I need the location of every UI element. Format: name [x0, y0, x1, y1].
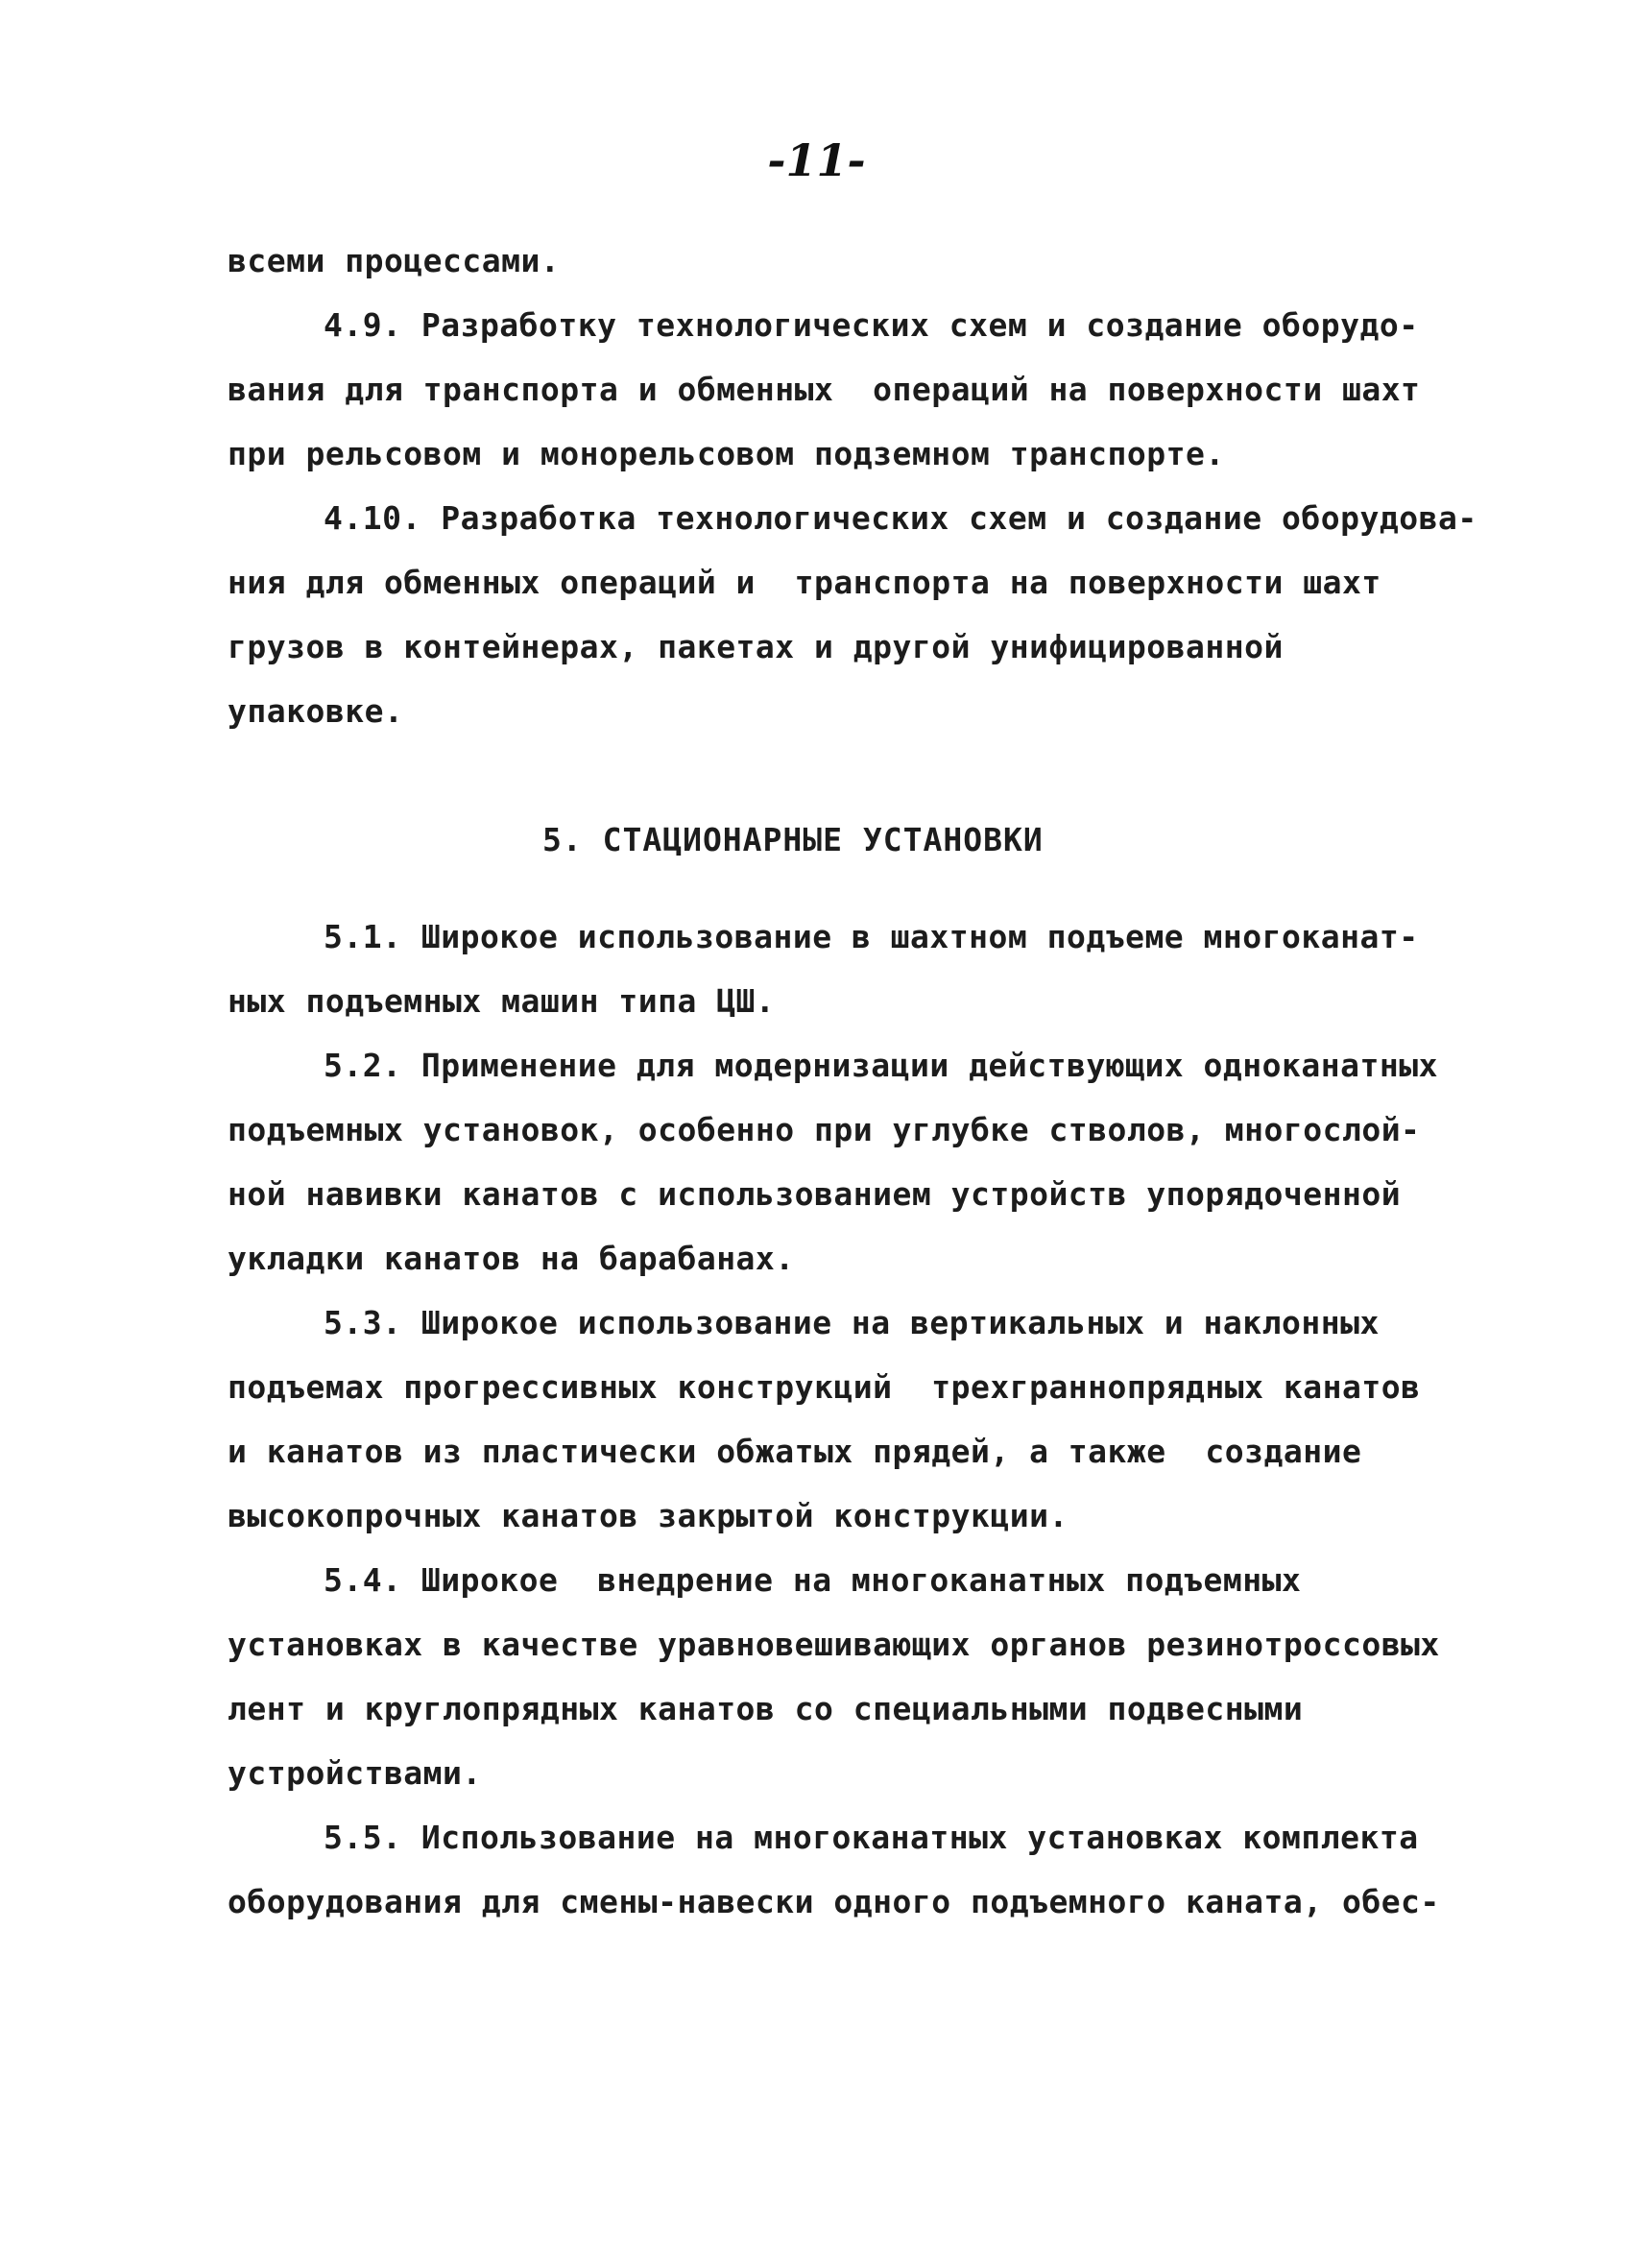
text-line: ных подъемных машин типа ЦШ.	[228, 982, 776, 1020]
text-line: 4.9. Разработку технологических схем и создание оборудо-	[324, 306, 1419, 344]
text-line: 5.4. Широкое внедрение на многоканатных подъемных	[324, 1561, 1302, 1599]
text-line: 5.5. Использование на многоканатных установках комплекта	[324, 1819, 1419, 1856]
text-line: ния для обменных операций и транспорта на поверхности шахт	[228, 564, 1381, 601]
text-line: подъемных установок, особенно при углубке стволов, многослой-	[228, 1111, 1421, 1148]
text-line: оборудования для смены-навески одного подъемного каната, обес-	[228, 1883, 1440, 1920]
text-line: всеми процессами.	[228, 242, 561, 279]
page-number: -11-	[767, 134, 866, 186]
text-line: установках в качестве уравновешивающих органов резинотроссовых	[228, 1626, 1440, 1663]
text-line: вания для транспорта и обменных операций на поверхности шахт	[228, 371, 1421, 408]
text-line: 5.2. Применение для модернизации действующих одноканатных	[324, 1047, 1438, 1084]
text-line: и канатов из пластически обжатых прядей, а также создание	[228, 1433, 1362, 1470]
text-line: лент и круглопрядных канатов со специальными подвесными	[228, 1690, 1304, 1727]
text-line: устройствами.	[228, 1754, 482, 1792]
text-line: высокопрочных канатов закрытой конструкции.	[228, 1497, 1069, 1534]
text-line: 4.10. Разработка технологических схем и создание оборудова-	[324, 499, 1477, 537]
text-line: укладки канатов на барабанах.	[228, 1240, 795, 1277]
text-line: упаковке.	[228, 692, 404, 730]
text-line: 5.3. Широкое использование на вертикальных и наклонных	[324, 1304, 1380, 1341]
text-line: при рельсовом и монорельсовом подземном транспорте.	[228, 435, 1225, 472]
text-line: 5.1. Широкое использование в шахтном подъеме многоканат-	[324, 918, 1419, 955]
text-line: ной навивки канатов с использованием устройств упорядоченной	[228, 1175, 1402, 1213]
section-heading: 5. СТАЦИОНАРНЫЕ УСТАНОВКИ	[542, 821, 1044, 858]
text-line: подъемах прогрессивных конструкций трехграннопрядных канатов	[228, 1368, 1421, 1406]
text-line: грузов в контейнерах, пакетах и другой унифицированной	[228, 628, 1284, 665]
